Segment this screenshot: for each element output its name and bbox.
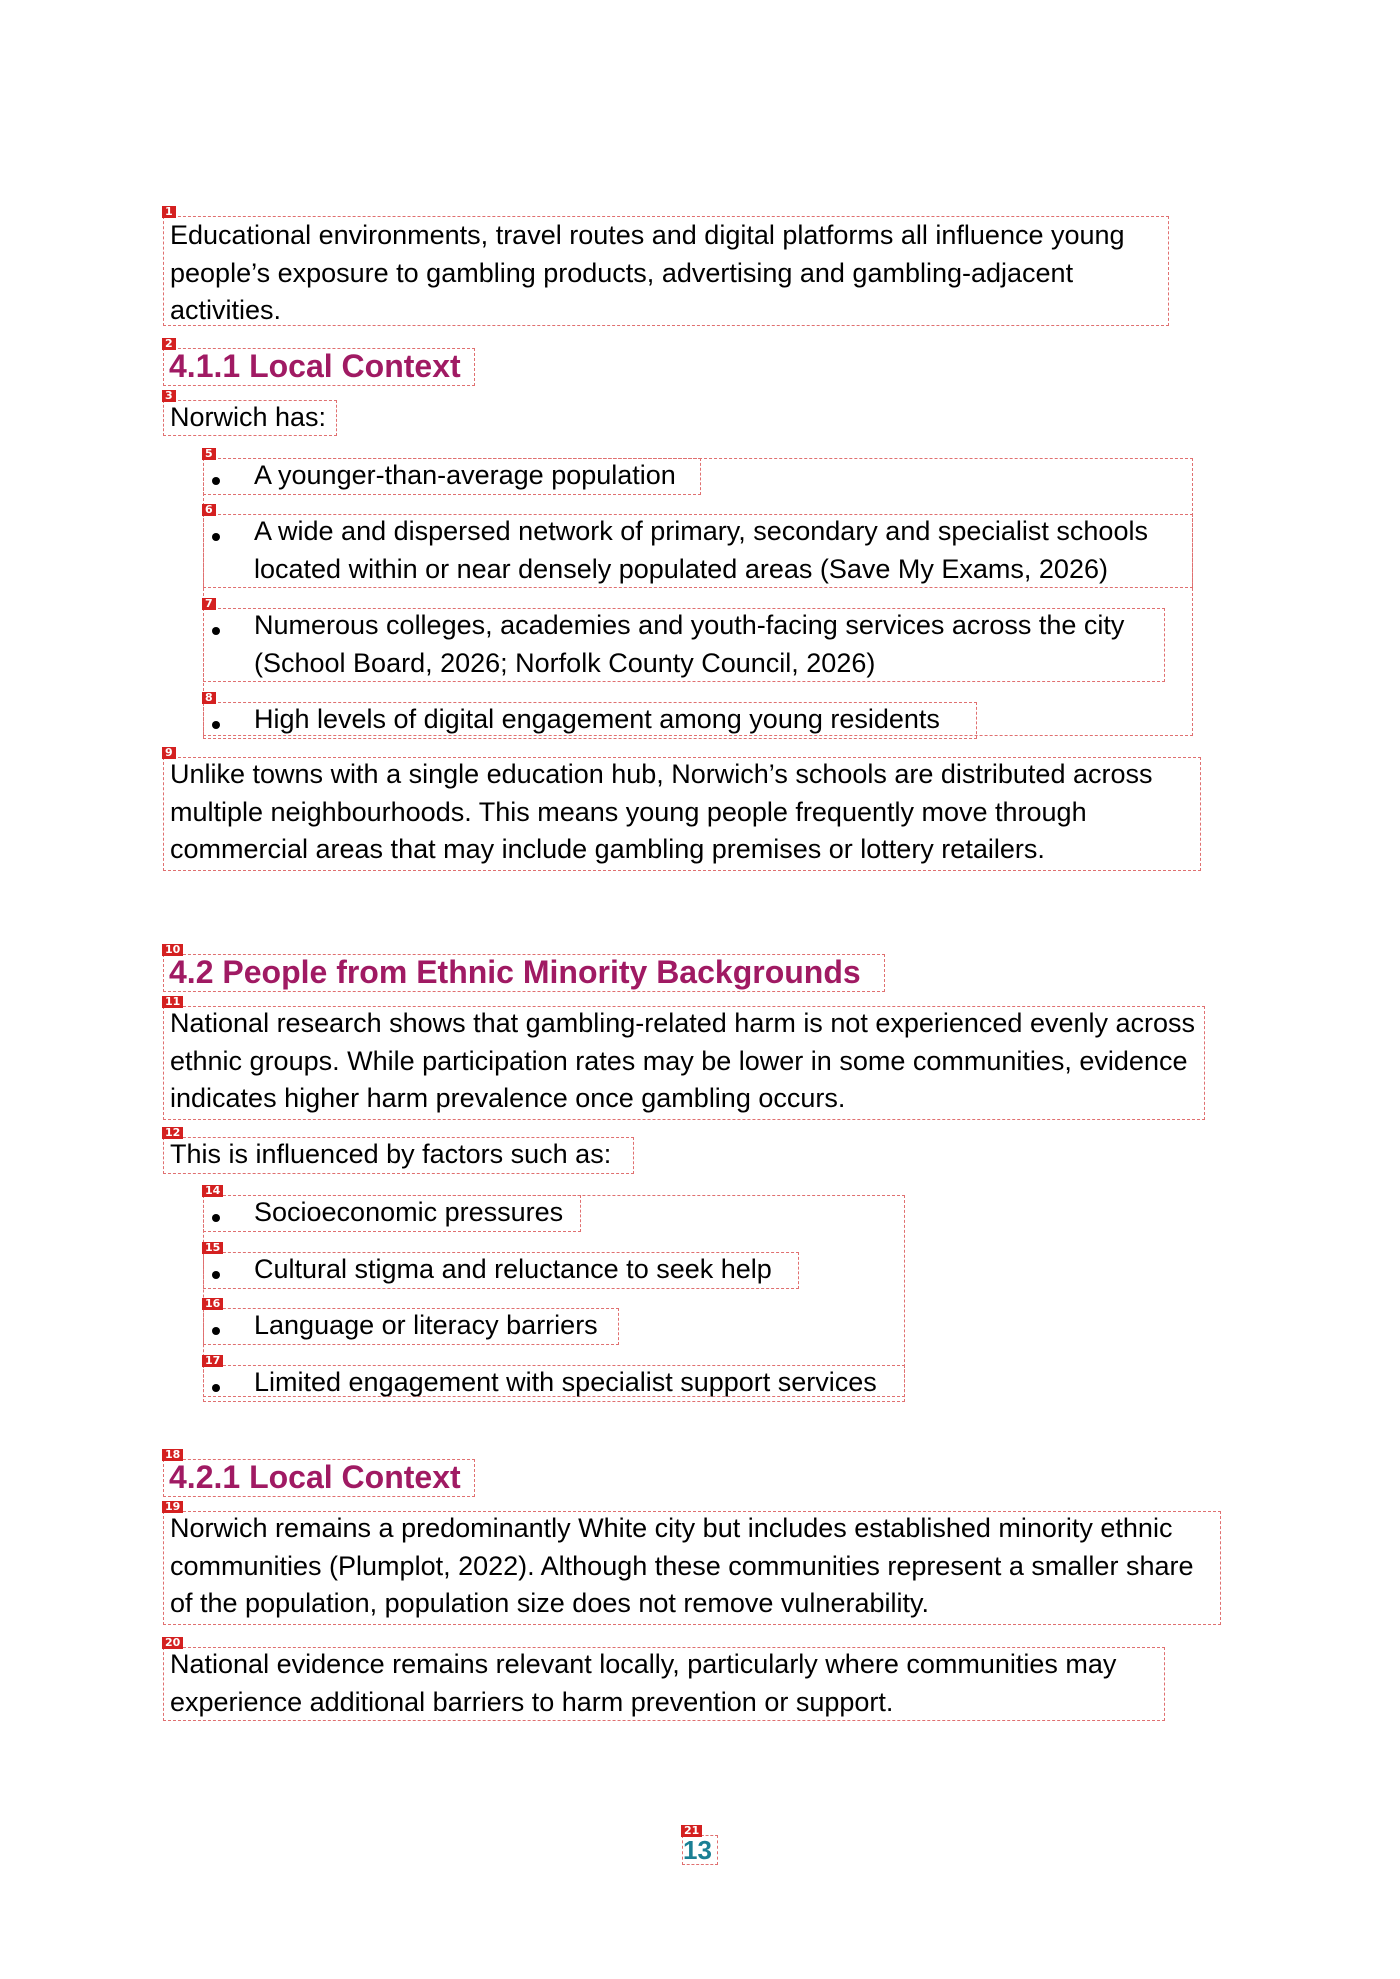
intro-paragraph-line bbox=[170, 217, 1174, 330]
annotation-tag: 12 bbox=[162, 1127, 183, 1139]
list-item bbox=[204, 447, 700, 494]
annotation-tag: 9 bbox=[162, 747, 176, 759]
annotation-tag: 1 bbox=[162, 206, 176, 218]
factor-item-text: Socioeconomic pressures bbox=[254, 1197, 564, 1227]
bullet-icon bbox=[212, 1271, 220, 1279]
factor-item-text: Language or literacy barriers bbox=[254, 1310, 598, 1340]
factor-item-text: Cultural stigma and reluctance to seek help bbox=[254, 1254, 772, 1284]
local-context-heading-4-2-1: 4.2.1 Local Context bbox=[169, 1459, 461, 1495]
bullet-icon bbox=[212, 1327, 220, 1335]
annotation-tag: 14 bbox=[202, 1185, 223, 1197]
list-item-text: A wide and dispersed network of primary, secondary and specialist schools located within or near densely populated areas (Save My Exams, 2026) bbox=[254, 516, 1148, 584]
factor-item-text: Limited engagement with specialist support services bbox=[254, 1367, 877, 1397]
annotation-box-11 bbox=[164, 995, 1204, 1119]
list-container bbox=[204, 459, 1192, 735]
annotation-box-20 bbox=[164, 1636, 1164, 1720]
annotation-tag: 20 bbox=[162, 1637, 183, 1649]
annotation-box-21 bbox=[683, 1824, 717, 1865]
norwich-has-label: Norwich has: bbox=[170, 402, 327, 432]
annotation-tag: 2 bbox=[162, 338, 176, 350]
list-item bbox=[204, 1184, 580, 1231]
list-item bbox=[204, 1297, 618, 1344]
annotation-box-1 bbox=[164, 205, 1168, 325]
list-item bbox=[204, 1354, 904, 1401]
closing-paragraph: Unlike towns with a single education hub, Norwich’s schools are distributed across multiple neighbourhoods. This means young people frequently move through commercial areas that may include gambling premises or lottery retailers. bbox=[170, 759, 1153, 864]
bullet-icon bbox=[212, 1214, 220, 1222]
annotation-tag: 11 bbox=[162, 996, 183, 1008]
section-4-2-heading: 4.2 People from Ethnic Minority Backgrounds bbox=[169, 954, 861, 990]
list-item bbox=[204, 691, 976, 738]
annotation-tag: 15 bbox=[202, 1242, 223, 1254]
list-item-text: Numerous colleges, academies and youth-facing services across the city (School Board, 2026; Norfolk County Council, 2026) bbox=[254, 610, 1125, 678]
bullet-icon bbox=[212, 721, 220, 729]
annotation-box-18 bbox=[164, 1448, 474, 1496]
local-context-heading-4-1-1: 4.1.1 Local Context bbox=[169, 348, 461, 384]
annotation-tag: 18 bbox=[162, 1449, 183, 1461]
annotation-box-2 bbox=[164, 337, 474, 385]
annotation-box-9 bbox=[164, 746, 1200, 870]
local-context-paragraph-2: National evidence remains relevant locally, particularly where communities may experience additional barriers to harm prevention or support. bbox=[170, 1649, 1117, 1717]
page-number: 13 bbox=[683, 1835, 712, 1865]
local-context-paragraph-1: Norwich remains a predominantly White city but includes established minority ethnic communities (Plumplot, 2022). Although these communities represent a smaller share of the population, population size does not remove vulnerability. bbox=[170, 1513, 1194, 1618]
annotation-box-12 bbox=[164, 1126, 633, 1173]
annotation-tag: 19 bbox=[162, 1501, 183, 1513]
list-item bbox=[204, 597, 1164, 681]
annotation-box-19 bbox=[164, 1500, 1220, 1624]
factors-label: This is influenced by factors such as: bbox=[170, 1139, 612, 1169]
annotation-tag: 5 bbox=[202, 448, 216, 460]
annotation-box-3 bbox=[164, 389, 336, 435]
annotation-tag: 16 bbox=[202, 1298, 223, 1310]
bullet-icon bbox=[212, 477, 220, 485]
annotation-tag: 7 bbox=[202, 598, 216, 610]
list-item bbox=[204, 1241, 798, 1288]
annotation-tag: 3 bbox=[162, 390, 176, 402]
annotation-tag: 17 bbox=[202, 1355, 223, 1367]
bullet-icon bbox=[212, 1384, 220, 1392]
annotation-box-10 bbox=[164, 943, 884, 991]
annotation-tag: 6 bbox=[202, 504, 216, 516]
annotation-tag: 8 bbox=[202, 692, 216, 704]
bullet-icon bbox=[212, 533, 220, 541]
bullet-icon bbox=[212, 627, 220, 635]
annotation-tag: 21 bbox=[681, 1825, 702, 1837]
annotation-tag: 10 bbox=[162, 944, 183, 956]
list-item-text: A younger-than-average population bbox=[254, 460, 676, 490]
list-item-text: High levels of digital engagement among young residents bbox=[254, 704, 940, 734]
section-4-2-intro-paragraph: National research shows that gambling-related harm is not experienced evenly across ethnic groups. While participation rates may be lower in some communities, evidence indicates higher harm prevalence once gambling occurs. bbox=[170, 1008, 1196, 1113]
list-item bbox=[204, 503, 1192, 587]
intro-paragraph: Educational environments, travel routes and digital platforms all influence young people’s exposure to gambling products, advertising and gambling-adjacent activities. bbox=[170, 220, 1125, 325]
